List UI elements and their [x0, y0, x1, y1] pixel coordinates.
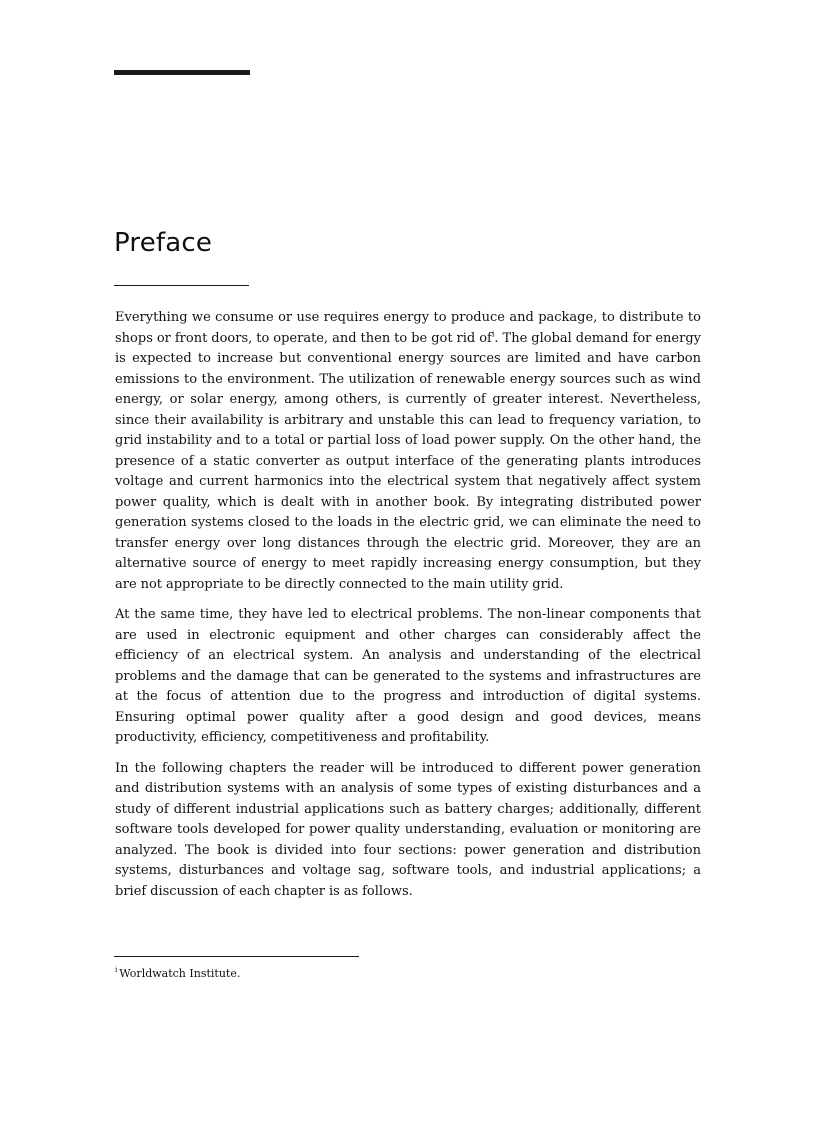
paragraph-1 [115, 308, 701, 595]
footnote-separator [114, 956, 359, 957]
footnote-marker: i [115, 966, 118, 975]
page-title: Preface [114, 228, 213, 258]
footnote-text: Worldwatch Institute. [119, 967, 241, 980]
paragraph-1-text-start: Everything we consume or use requires energy to produce and package, to distribute to shops or front doors, to operate, and then to be got rid of [115, 310, 701, 346]
title-underline [114, 285, 249, 286]
paragraph-3: In the following chapters the reader will be introduced to different power generation and distribution systems with an analysis of some types of existing disturbances and a study of different industrial applications such as battery charges; additionally, different software tools developed for power quality understanding, evaluation or monitoring are analyzed. The book is divided into four sections: power generation and distribution systems, disturbances and voltage sag, software tools, and industrial applications; a brief discussion of each chapter is as follows. [115, 760, 701, 899]
preface-body [115, 308, 701, 912]
footnote-reference: i [491, 329, 495, 339]
paragraph-2: At the same time, they have led to electrical problems. The non-linear components that are used in electronic equipment and other charges can considerably affect the efficiency of an electrical system. An analysis and understanding of the electrical problems and the damage that can be generated to the systems and infrastructures are at the focus of attention due to the progress and introduction of digital systems. Ensuring optimal power quality after a good design and good devices, means productivity, efficiency, competitiveness and profitability. [115, 607, 701, 745]
chapter-top-rule [114, 70, 250, 75]
footnote [115, 966, 240, 982]
paragraph-1-text-end: . The global demand for energy is expected to increase but conventional energy sources are limited and have carbon emissions to the environment. The utilization of renewable energy sources such as wind energy, or solar energy, among others, is currently of greater interest. Nevertheless, since their availability is arbitrary and unstable this can lead to frequency variation, to grid instability and to a total or partial loss of load power supply. On the other hand, the presence of a static converter as output interface of the generating plants introduces voltage and current harmonics into the electrical system that negatively affect system power quality, which is dealt with in another book. By integrating distributed power generation systems closed to the loads in the electric grid, we can eliminate the need to transfer energy over long distances through the electric grid. Moreover, they are an alternative source of energy to meet rapidly increasing energy consumption, but they are not appropriate to be directly connected to the main utility grid. [115, 330, 701, 592]
